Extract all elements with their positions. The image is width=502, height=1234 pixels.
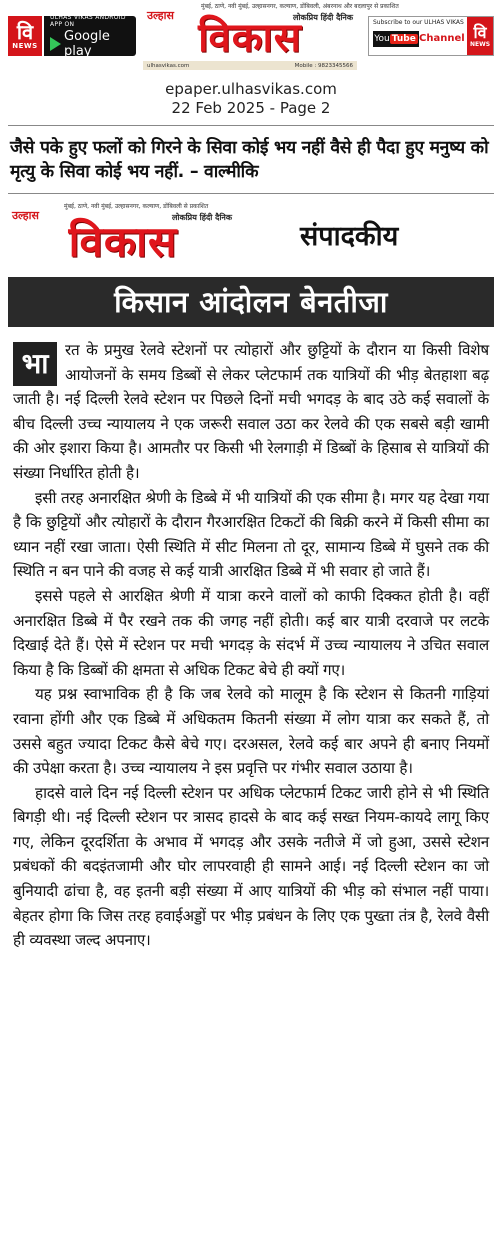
section-label: संपादकीय <box>300 221 399 252</box>
section-masthead-title: विकास <box>68 217 178 266</box>
masthead-mobile: Mobile : 9823345566 <box>294 62 353 69</box>
news-logo-icon: वि NEWS <box>8 16 44 56</box>
youtube-icon: You Tube <box>373 31 419 47</box>
masthead-lokpriya: लोकप्रिय हिंदी दैनिक <box>292 13 353 22</box>
section-masthead-tagline: मुंबई, ठाणे, नवी मुंबई, उल्हासनगर, कल्याण, डोंबिवली से प्रकाशित <box>64 203 209 210</box>
google-play-icon <box>50 37 61 51</box>
divider <box>8 193 494 194</box>
article-paragraph: यह प्रश्न स्वाभाविक ही है कि जब रेलवे को मालूम है कि स्टेशन से कितनी गाड़ियां रवाना होंगी और एक डिब्बे में अधिकतम कितनी संख्या में लोग यात्रा कर सकते हैं, तो उससे बहुत ज्यादा टिकट कैसे बेचे गए। दरअसल, रेलवे कई बार अपने ही बनाए नियमों की उपेक्षा करता है। उच्च न्यायालय ने इस प्रवृत्ति पर गंभीर सवाल उठाया है। <box>13 685 489 778</box>
youtube-channel-badge[interactable] <box>368 16 494 56</box>
masthead-tagline: मुंबई, ठाणे, नवी मुंबई, उल्हासनगर, कल्याण, डोंबिवली, अंबरनाथ और बदलापुर से प्रकाशित <box>201 3 399 10</box>
news-logo-icon: वि NEWS <box>467 17 493 55</box>
epaper-url[interactable]: epaper.ulhasvikas.com <box>165 80 337 98</box>
divider <box>8 125 494 126</box>
youtube-subscribe-text: Subscribe to our ULHAS VIKAS <box>373 19 464 26</box>
drop-cap: भा <box>13 342 57 386</box>
store-badge-line1: ULHAS VIKAS ANDROID APP ON <box>50 13 126 28</box>
youtube-channel-text: Channel <box>419 33 465 44</box>
masthead-title: विकास <box>198 14 302 61</box>
store-badge-line2: Google play <box>64 28 110 59</box>
quote-of-the-day: जैसे पके हुए फलों को गिरने के सिवा कोई भय नहीं वैसे ही पैदा हुए मनुष्य को मृत्यु के सिवा कोई भय नहीं. – वाल्मीकि <box>10 138 489 182</box>
section-masthead-logo <box>10 202 236 264</box>
article-paragraph: इससे पहले से आरक्षित श्रेणी में यात्रा करने वालों को काफी दिक्कत होती है। वहीं अनारक्षित डिब्बे में पैर रखने तक की जगह नहीं होती। कई बार यात्री दरवाजे पर लटके दिखाई देते हैं। ऐसे में स्टेशन पर मची भगदड़ के संदर्भ में उच्च न्यायालय ने उचित सवाल किया है कि डिब्बों की क्षमता से अधिक टिकट बेचे ही क्यों गए। <box>13 586 489 679</box>
section-masthead-ulhas: उल्हास <box>12 209 39 222</box>
google-play-badge[interactable] <box>8 13 136 59</box>
article-paragraph: इसी तरह अनारक्षित श्रेणी के डिब्बे में भी यात्रियों की एक सीमा है। मगर यह देखा गया है कि छुट्टियों और त्योहारों के दौरान गैरआरक्षित टिकटों की बिक्री करने में किसी सीमा का ध्यान नहीं रखा जाता। ऐसी स्थिति में सीट मिलना तो दूर, सामान्य डिब्बे में घुसने तक की स्थिति न बन पाने की वजह से कई यात्री आरक्षित डिब्बे में भी सवार हो जाते हैं। <box>13 488 489 581</box>
edition-date-page: 22 Feb 2025 - Page 2 <box>171 99 331 117</box>
epaper-header <box>0 0 502 78</box>
masthead-ulhas: उल्हास <box>147 9 174 22</box>
masthead-site: ulhasvikas.com <box>147 62 190 69</box>
article-headline: किसान आंदोलन बेनतीजा <box>8 277 494 327</box>
masthead-stripe <box>143 61 357 70</box>
article-paragraph: भा रत के प्रमुख रेलवे स्टेशनों पर त्योहारों और छुट्टियों के दौरान या किसी विशेष आयोजनों के समय डिब्बों से लेकर प्लेटफार्म तक यात्रियों की भीड़ बेतहाशा बढ़ जाती है। नई दिल्ली रेलवे स्टेशन पर पिछले दिनों मची भगदड़ के बाद उठे कई सवालों के बीच दिल्ली उच्च न्यायालय ने एक जरूरी सवाल उठा कर रेलवे की एक सबसे बड़ी खामी की ओर इशारा किया है। आमतौर पर किसी भी रेलगाड़ी में डिब्बों के हिसाब से यात्रियों की संख्या निर्धारित होती है। <box>13 341 489 482</box>
section-masthead-lokpriya: लोकप्रिय हिंदी दैनिक <box>171 213 232 222</box>
article-body <box>13 338 489 953</box>
article-paragraph: हादसे वाले दिन नई दिल्ली स्टेशन पर अधिक प्लेटफार्म टिकट जारी होने से भी स्थिति बिगड़ी थी। नई दिल्ली स्टेशन पर त्रासद हादसे के बाद कई सख्त नियम-कायदे लागू किए गए, लेकिन दूरदर्शिता के अभाव में भगदड़ और उसके नतीजे में जो हुआ, उससे स्टेशन प्रबंधकों की बदइंतजामी और घोर लापरवाही ही सामने आई। नई दिल्ली स्टेशन का जो बुनियादी ढांचा है, वह इतनी बड़ी संख्या में आए यात्रियों की भीड़ को संभाल नहीं पाया। बेहतर होगा कि जिस तरह हवाईअड्डों पर भीड़ प्रबंधन के लिए एक पुख्ता तंत्र है, रेलवे वैसी ही व्यवस्था जल्द अपनाए। <box>13 783 489 950</box>
